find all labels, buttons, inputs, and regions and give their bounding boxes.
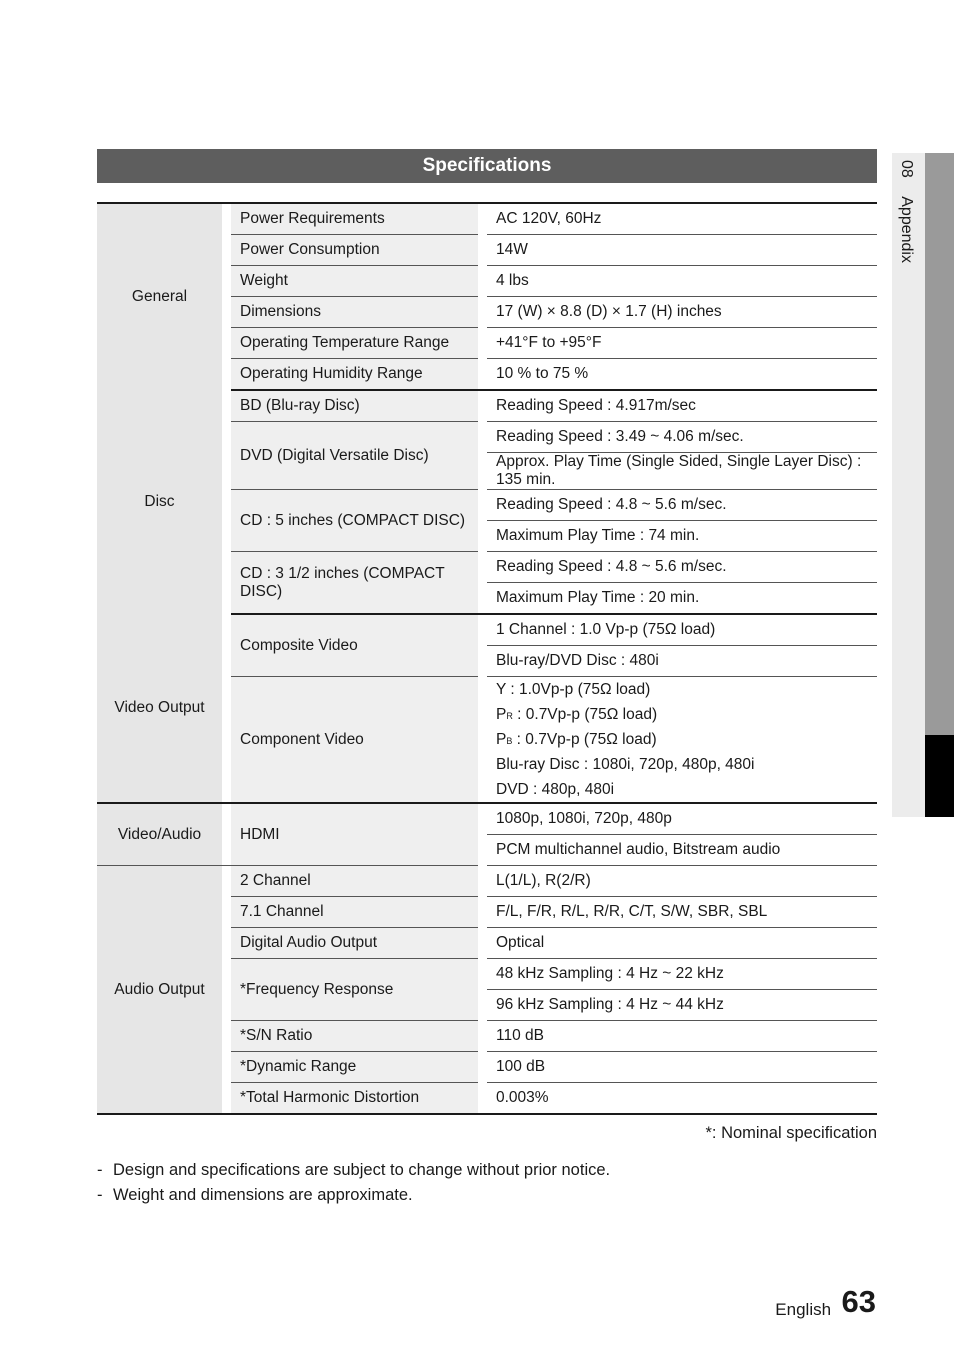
spec-value: 110 dB: [487, 1021, 877, 1052]
spec-item: *S/N Ratio: [231, 1021, 478, 1052]
spec-value: 0.003%: [487, 1083, 877, 1115]
spec-item: *Total Harmonic Distortion: [231, 1083, 478, 1115]
spec-value: 96 kHz Sampling : 4 Hz ~ 44 kHz: [487, 990, 877, 1021]
component-dvd: DVD : 480p, 480i: [496, 781, 615, 798]
list-item: - Weight and dimensions are approximate.: [97, 1186, 413, 1204]
nominal-spec-note: *: Nominal specification: [705, 1124, 877, 1142]
spec-value: L(1/L), R(2/R): [487, 866, 877, 897]
spec-item: Operating Temperature Range: [231, 328, 478, 359]
spec-item: Weight: [231, 266, 478, 297]
spec-item: CD : 3 1/2 inches (COMPACT DISC): [231, 552, 478, 615]
category-disc: Disc: [97, 390, 222, 614]
spec-value: +41°F to +95°F: [487, 328, 877, 359]
table-row: [97, 614, 877, 646]
spec-value: Reading Speed : 3.49 ~ 4.06 m/sec.: [487, 422, 877, 453]
spec-item: Digital Audio Output: [231, 928, 478, 959]
spec-value-component: [487, 677, 877, 804]
specifications-table: [97, 202, 877, 1115]
spec-value: Blu-ray/DVD Disc : 480i: [487, 646, 877, 677]
spec-value: Optical: [487, 928, 877, 959]
table-row: [97, 866, 877, 897]
page-number: 63: [841, 1284, 876, 1319]
spec-value: PCM multichannel audio, Bitstream audio: [487, 835, 877, 866]
spec-value: 1 Channel : 1.0 Vp-p (75Ω load): [487, 614, 877, 646]
spec-item: Power Consumption: [231, 235, 478, 266]
spec-value: 100 dB: [487, 1052, 877, 1083]
component-y: Y : 1.0Vp-p (75Ω load): [496, 681, 651, 698]
spec-value: 1080p, 1080i, 720p, 480p: [487, 803, 877, 835]
spec-item: HDMI: [231, 803, 478, 866]
notes-list: [97, 1158, 610, 1208]
component-pr: PR : 0.7Vp-p (75Ω load): [496, 706, 658, 723]
spec-value: 14W: [487, 235, 877, 266]
spec-value: 48 kHz Sampling : 4 Hz ~ 22 kHz: [487, 959, 877, 990]
spec-item: Power Requirements: [231, 203, 478, 235]
page-title: Specifications: [97, 149, 877, 183]
spec-item: Operating Humidity Range: [231, 359, 478, 391]
category-audio-output: Audio Output: [97, 866, 222, 1115]
spec-value: Reading Speed : 4.8 ~ 5.6 m/sec.: [487, 490, 877, 521]
component-pb: PB : 0.7Vp-p (75Ω load): [496, 731, 657, 748]
spec-item: DVD (Digital Versatile Disc): [231, 422, 478, 490]
spec-item: *Dynamic Range: [231, 1052, 478, 1083]
spec-value: F/L, F/R, R/L, R/R, C/T, S/W, SBR, SBL: [487, 897, 877, 928]
category-general: General: [97, 203, 222, 390]
spec-value: 10 % to 75 %: [487, 359, 877, 391]
table-row: [97, 203, 877, 235]
side-tab-black-marker: [925, 735, 954, 817]
side-tab-label: [897, 160, 915, 263]
category-video-output: Video Output: [97, 614, 222, 803]
spec-value: 4 lbs: [487, 266, 877, 297]
spec-value: Approx. Play Time (Single Sided, Single Layer Disc) : 135 min.: [487, 453, 877, 490]
spec-item: BD (Blu-ray Disc): [231, 390, 478, 422]
chapter-number: 08: [898, 160, 915, 178]
spec-item: Component Video: [231, 677, 478, 804]
spec-value: Reading Speed : 4.917m/sec: [487, 390, 877, 422]
spec-value: Reading Speed : 4.8 ~ 5.6 m/sec.: [487, 552, 877, 583]
spec-item: Dimensions: [231, 297, 478, 328]
chapter-title: Appendix: [898, 196, 915, 263]
spec-value: Maximum Play Time : 74 min.: [487, 521, 877, 552]
spec-item: *Frequency Response: [231, 959, 478, 1021]
component-bluray: Blu-ray Disc : 1080i, 720p, 480p, 480i: [496, 756, 755, 773]
spec-item: 2 Channel: [231, 866, 478, 897]
footer-language: English: [775, 1300, 832, 1319]
spec-item: CD : 5 inches (COMPACT DISC): [231, 490, 478, 552]
list-item: - Design and specifications are subject to change without prior notice.: [97, 1161, 611, 1179]
spec-value: Maximum Play Time : 20 min.: [487, 583, 877, 615]
spec-value: AC 120V, 60Hz: [487, 203, 877, 235]
table-row: [97, 803, 877, 835]
category-video-audio: Video/Audio: [97, 803, 222, 866]
page-footer: [775, 1284, 876, 1320]
spec-value: 17 (W) × 8.8 (D) × 1.7 (H) inches: [487, 297, 877, 328]
spec-item: 7.1 Channel: [231, 897, 478, 928]
spec-item: Composite Video: [231, 614, 478, 677]
table-row: [97, 390, 877, 422]
side-tab-gray-bar: [925, 153, 954, 735]
